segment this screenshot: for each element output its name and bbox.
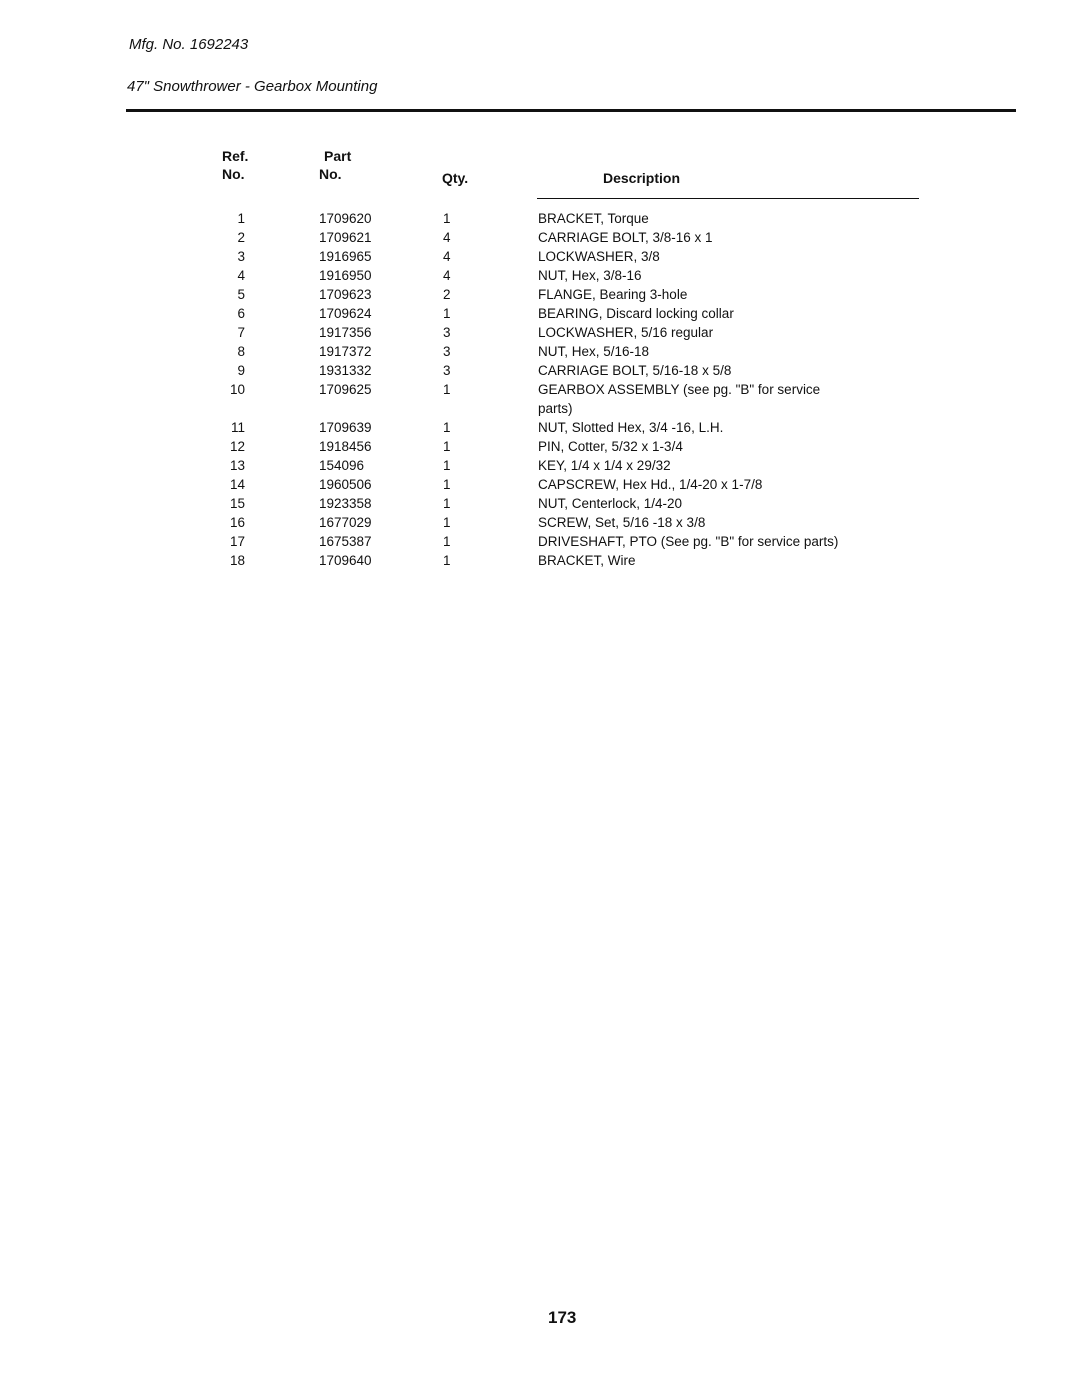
- description-line: NUT, Hex, 5/16-18: [538, 344, 650, 359]
- column-header-ref-line2: No.: [222, 166, 245, 182]
- table-row: [0, 513, 1080, 532]
- table-row: [0, 247, 1080, 266]
- description-line-continued: parts): [538, 401, 573, 416]
- description-line: SCREW, Set, 5/16 -18 x 3/8: [538, 515, 706, 530]
- part-number-cell: 1960506: [319, 477, 372, 492]
- ref-cell: 9: [237, 363, 245, 378]
- description-line: NUT, Hex, 3/8-16: [538, 268, 642, 283]
- part-number-cell: 1709625: [319, 382, 372, 397]
- ref-cell: 17: [229, 534, 245, 549]
- part-number-cell: 1677029: [319, 515, 372, 530]
- description-cell: [538, 456, 898, 475]
- table-row: [0, 380, 1080, 418]
- description-line: KEY, 1/4 x 1/4 x 29/32: [538, 458, 671, 473]
- part-number-cell: 1931332: [319, 363, 372, 378]
- qty-cell: 1: [443, 496, 451, 511]
- column-header-ref: [222, 147, 248, 183]
- ref-cell: 10: [229, 382, 245, 397]
- ref-cell: 2: [237, 230, 245, 245]
- description-cell: [538, 418, 898, 437]
- table-row: [0, 285, 1080, 304]
- description-line: LOCKWASHER, 3/8: [538, 249, 660, 264]
- table-row: [0, 418, 1080, 437]
- description-line: CARRIAGE BOLT, 5/16-18 x 5/8: [538, 363, 732, 378]
- part-number-cell: 1709640: [319, 553, 372, 568]
- part-number-cell: 1916965: [319, 249, 372, 264]
- description-line: BRACKET, Wire: [538, 553, 636, 568]
- description-cell: [538, 304, 898, 323]
- table-row: [0, 475, 1080, 494]
- table-row: [0, 342, 1080, 361]
- column-header-qty: Qty.: [442, 170, 469, 186]
- description-line: CARRIAGE BOLT, 3/8-16 x 1: [538, 230, 713, 245]
- description-line: GEARBOX ASSEMBLY (see pg. "B" for service: [538, 382, 821, 397]
- description-cell: [538, 532, 898, 551]
- qty-cell: 1: [443, 439, 451, 454]
- ref-cell: 11: [230, 420, 245, 435]
- column-header-description: Description: [603, 170, 681, 186]
- ref-cell: 3: [237, 249, 245, 264]
- description-line: DRIVESHAFT, PTO (See pg. "B" for service parts): [538, 534, 839, 549]
- part-number-cell: 1709620: [319, 211, 372, 226]
- description-cell: [538, 228, 898, 247]
- mfg-number: Mfg. No. 1692243: [129, 36, 249, 53]
- description-cell: [538, 437, 898, 456]
- qty-cell: 3: [443, 325, 451, 340]
- qty-cell: 1: [443, 306, 451, 321]
- table-row: [0, 228, 1080, 247]
- column-header-rule: [537, 198, 919, 199]
- part-number-cell: 1923358: [319, 496, 372, 511]
- qty-cell: 3: [443, 344, 451, 359]
- description-cell: [538, 361, 898, 380]
- qty-cell: 1: [443, 458, 451, 473]
- table-row: [0, 532, 1080, 551]
- parts-table: [0, 209, 1080, 570]
- qty-cell: 4: [443, 268, 451, 283]
- ref-cell: 5: [237, 287, 245, 302]
- part-number-cell: 1709639: [319, 420, 372, 435]
- table-row: [0, 323, 1080, 342]
- table-row: [0, 456, 1080, 475]
- part-number-cell: 1709621: [319, 230, 372, 245]
- ref-cell: 12: [229, 439, 245, 454]
- description-line: BRACKET, Torque: [538, 211, 649, 226]
- qty-cell: 2: [443, 287, 451, 302]
- table-row: [0, 266, 1080, 285]
- description-cell: [538, 380, 898, 418]
- ref-cell: 6: [237, 306, 245, 321]
- ref-cell: 14: [229, 477, 245, 492]
- table-row: [0, 494, 1080, 513]
- qty-cell: 4: [443, 249, 451, 264]
- part-number-cell: 1917356: [319, 325, 372, 340]
- part-number-cell: 1709624: [319, 306, 372, 321]
- column-header-ref-line1: Ref.: [222, 148, 249, 164]
- description-cell: [538, 342, 898, 361]
- description-line: LOCKWASHER, 5/16 regular: [538, 325, 714, 340]
- column-header-part-line2: No.: [319, 166, 342, 182]
- table-row: [0, 551, 1080, 570]
- header-rule: [126, 109, 1016, 112]
- part-number-cell: 1918456: [319, 439, 372, 454]
- part-number-cell: 1709623: [319, 287, 372, 302]
- description-line: PIN, Cotter, 5/32 x 1-3/4: [538, 439, 683, 454]
- qty-cell: 4: [443, 230, 451, 245]
- part-number-cell: 1917372: [319, 344, 372, 359]
- column-header-part: [319, 147, 351, 183]
- description-cell: [538, 323, 898, 342]
- description-cell: [538, 513, 898, 532]
- part-number-cell: 1675387: [319, 534, 372, 549]
- ref-cell: 7: [237, 325, 245, 340]
- qty-cell: 1: [443, 515, 451, 530]
- ref-cell: 16: [229, 515, 245, 530]
- table-row: [0, 437, 1080, 456]
- column-header-part-line1: Part: [324, 148, 352, 164]
- qty-cell: 1: [443, 477, 451, 492]
- table-row: [0, 304, 1080, 323]
- ref-cell: 8: [237, 344, 245, 359]
- ref-cell: 4: [237, 268, 245, 283]
- description-line: NUT, Centerlock, 1/4-20: [538, 496, 683, 511]
- part-number-cell: 1916950: [319, 268, 372, 283]
- qty-cell: 1: [443, 553, 451, 568]
- description-cell: [538, 209, 898, 228]
- qty-cell: 1: [443, 420, 451, 435]
- ref-cell: 13: [229, 458, 245, 473]
- qty-cell: 1: [443, 534, 451, 549]
- part-number-cell: 154096: [319, 458, 365, 473]
- description-line: CAPSCREW, Hex Hd., 1/4-20 x 1-7/8: [538, 477, 763, 492]
- description-line: BEARING, Discard locking collar: [538, 306, 734, 321]
- ref-cell: 1: [237, 211, 245, 226]
- table-row: [0, 361, 1080, 380]
- description-cell: [538, 551, 898, 570]
- description-cell: [538, 266, 898, 285]
- ref-cell: 18: [229, 553, 245, 568]
- qty-cell: 3: [443, 363, 451, 378]
- description-line: NUT, Slotted Hex, 3/4 -16, L.H.: [538, 420, 724, 435]
- qty-cell: 1: [443, 382, 451, 397]
- description-cell: [538, 247, 898, 266]
- description-line: FLANGE, Bearing 3-hole: [538, 287, 688, 302]
- page-subtitle: 47" Snowthrower - Gearbox Mounting: [127, 78, 378, 95]
- description-cell: [538, 494, 898, 513]
- description-cell: [538, 285, 898, 304]
- table-row: [0, 209, 1080, 228]
- page-number: 173: [548, 1308, 577, 1327]
- qty-cell: 1: [443, 211, 451, 226]
- ref-cell: 15: [229, 496, 245, 511]
- description-cell: [538, 475, 898, 494]
